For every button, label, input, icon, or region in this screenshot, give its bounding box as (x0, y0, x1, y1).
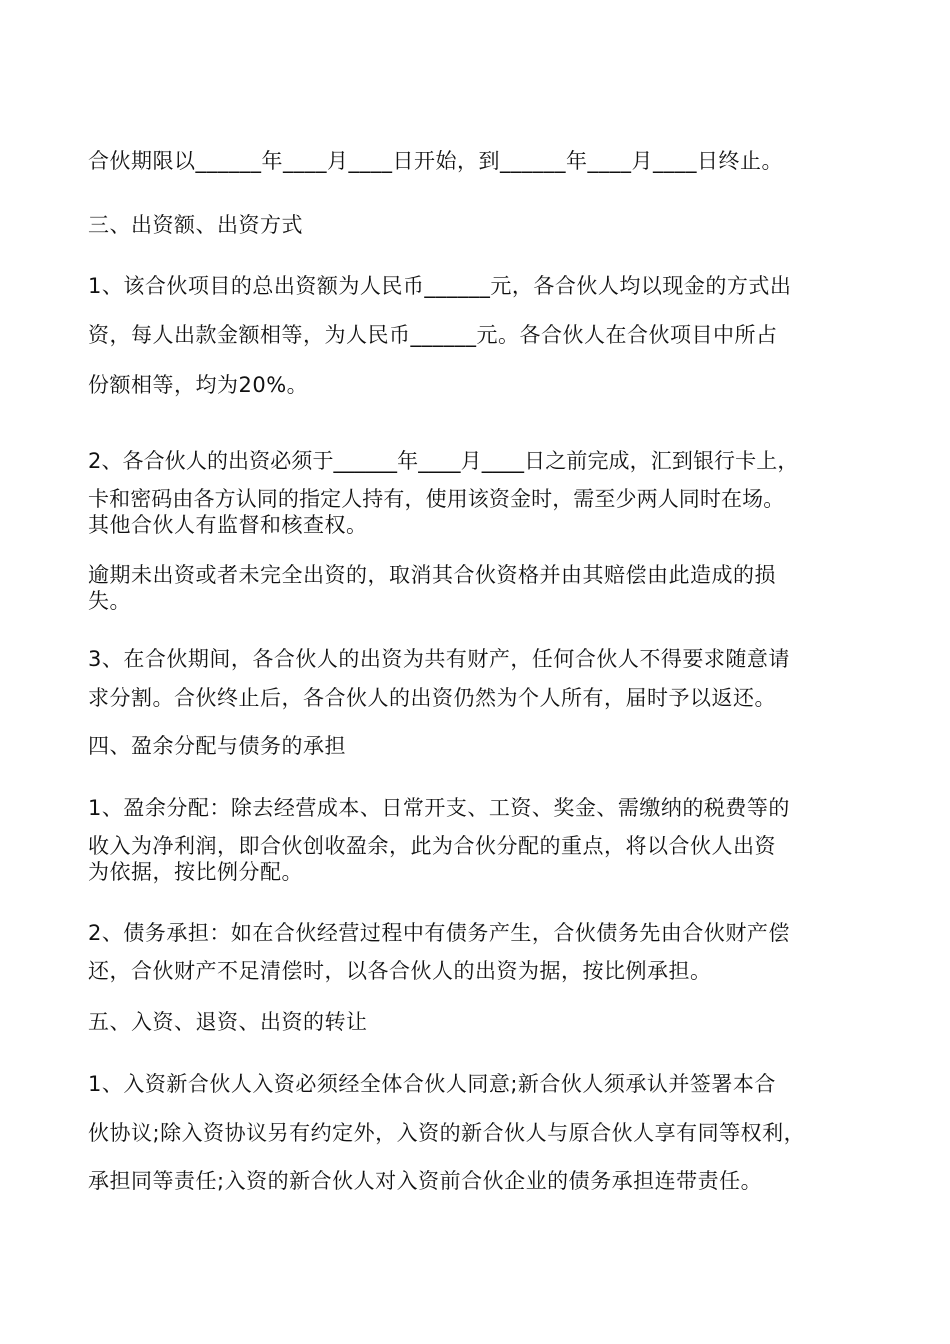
paragraph-line: 求分割。合伙终止后，各合伙人的出资仍然为个人所有，届时予以返还。 (88, 686, 776, 710)
paragraph-line: 份额相等，均为20%。 (88, 373, 309, 397)
paragraph-line: 逾期未出资或者未完全出资的，取消其合伙资格并由其赔偿由此造成的损 (88, 563, 776, 587)
paragraph-line: 1、入资新合伙人入资必须经全体合伙人同意;新合伙人须承认并签署本合 (88, 1072, 776, 1096)
paragraph-line: 资，每人出款金额相等，为人民币______元。各合伙人在合伙项目中所占 (88, 323, 778, 347)
paragraph-line: 为依据，按比例分配。 (88, 860, 303, 884)
paragraph-line: 伙协议;除入资协议另有约定外，入资的新合伙人与原合伙人享有同等权利， (88, 1121, 806, 1145)
section-heading-4: 四、盈余分配与债务的承担 (88, 734, 346, 758)
section-heading-5: 五、入资、退资、出资的转让 (88, 1010, 368, 1034)
paragraph-line: 还，合伙财产不足清偿时，以各合伙人的出资为据，按比例承担。 (88, 959, 712, 983)
section-heading-3: 三、出资额、出资方式 (88, 213, 303, 237)
paragraph-line: 卡和密码由各方认同的指定人持有，使用该资金时，需至少两人同时在场。 (88, 487, 785, 511)
paragraph-line: 2、各合伙人的出资必须于______年____月____日之前完成，汇到银行卡上， (88, 449, 799, 473)
paragraph-line: 2、债务承担：如在合伙经营过程中有债务产生，合伙债务先由合伙财产偿 (88, 921, 790, 945)
paragraph-line: 1、该合伙项目的总出资额为人民币______元，各合伙人均以现金的方式出 (88, 274, 792, 298)
paragraph-line: 其他合伙人有监督和核查权。 (88, 513, 368, 537)
paragraph-line: 1、盈余分配：除去经营成本、日常开支、工资、奖金、需缴纳的税费等的 (88, 796, 790, 820)
paragraph-line: 承担同等责任;入资的新合伙人对入资前合伙企业的债务承担连带责任。 (88, 1169, 763, 1193)
paragraph-line: 收入为净利润，即合伙创收盈余，此为合伙分配的重点，将以合伙人出资 (88, 834, 776, 858)
paragraph-line: 失。 (88, 589, 131, 613)
term-line: 合伙期限以______年____月____日开始，到______年____月____日终止。 (88, 149, 783, 173)
paragraph-line: 3、在合伙期间，各合伙人的出资为共有财产，任何合伙人不得要求随意请 (88, 647, 790, 671)
